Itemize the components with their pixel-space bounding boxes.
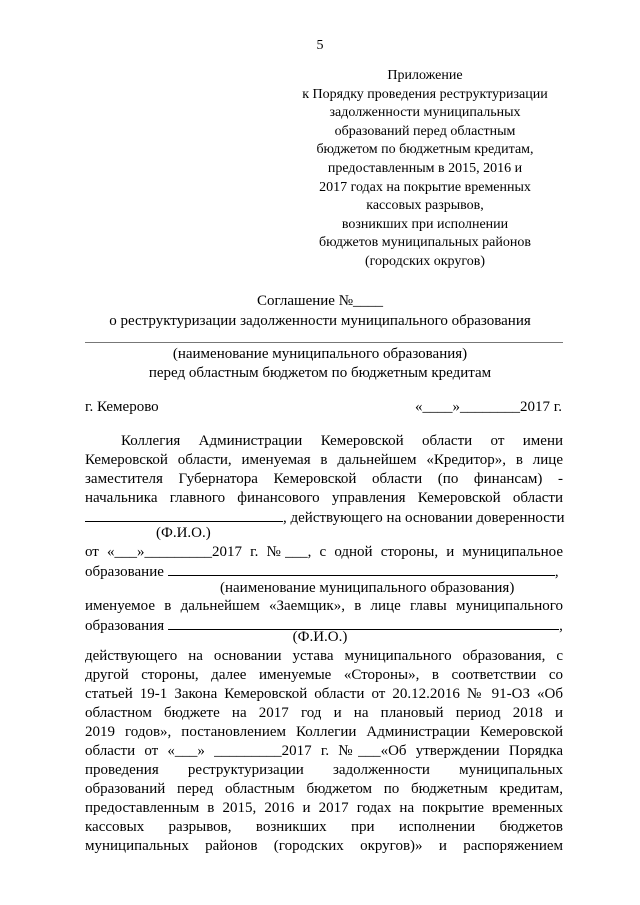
agreement-subtitle: о реструктуризации задолженности муниципального образования — [109, 313, 531, 329]
appendix-line: 2017 годах на покрытие временных — [319, 179, 531, 195]
body-line-head: образования — [85, 618, 165, 634]
appendix-line: (городских округов) — [364, 253, 486, 269]
body-line: начальника главного финансового управления Кемеровской области — [85, 490, 563, 506]
body-line: предоставленным в 2015, 2016 и 2017 годах на покрытие временных — [85, 800, 563, 816]
blank-mo-name — [168, 561, 555, 576]
appendix-line: Приложение — [387, 68, 463, 83]
appendix-line: к Порядку проведения реструктуризации — [302, 86, 548, 102]
appendix-line: бюджетом по бюджетным кредитам, — [316, 142, 534, 158]
body-line: действующего на основании устава муниципального образования, с — [85, 648, 563, 664]
body-line: муниципальных районов (городских округов)» и распоряжением — [85, 838, 563, 854]
body-line: 2019 годов», постановлением Коллегии Администрации Кемеровской — [85, 724, 563, 740]
body-line-tail: , действующего на основании доверенности — [283, 510, 565, 526]
appendix-line: кассовых разрывов, — [366, 198, 484, 214]
appendix-block — [270, 67, 580, 272]
body-line: областном бюджете на 2017 год и на плановый период 2018 и — [85, 705, 563, 721]
body-line: проведения реструктуризации задолженности муниципальных — [85, 762, 563, 778]
fio-caption-2: (Ф.И.О.) — [292, 629, 348, 645]
body-line: области от «___» _________2017 г. №___«Об утверждении Порядка — [85, 743, 563, 759]
agreement-title: Соглашение №____ — [256, 293, 384, 309]
mo-name-caption-2: (наименование муниципального образования) — [220, 580, 515, 596]
fio-caption-1: (Ф.И.О.) — [156, 525, 211, 541]
body-line-tail: , — [554, 564, 559, 580]
body-line: другой стороны, далее именуемые «Стороны», в соответствии со — [85, 667, 563, 683]
body-line: заместителя Губернатора Кемеровской области (по финансам) - — [85, 471, 563, 487]
appendix-line: бюджетов муниципальных районов — [319, 235, 531, 251]
appendix-line: предоставленным в 2015, 2016 и — [327, 160, 523, 176]
appendix-line: задолженности муниципальных — [329, 105, 521, 121]
body-line: статьей 19-1 Закона Кемеровской области от 20.12.2016 № 91-ОЗ «Об — [85, 686, 563, 702]
appendix-line: образований перед областным — [334, 123, 516, 139]
body-line-head: образование — [85, 564, 164, 580]
blank-fio-1 — [85, 507, 283, 522]
mo-name-caption: (наименование муниципального образования) — [172, 346, 468, 362]
agreement-date: «____»________2017 г. — [415, 399, 562, 415]
agreement-subtitle-2: перед областным бюджетом по бюджетным кредитам — [148, 365, 492, 381]
body-line: Коллегия Администрации Кемеровской области от имени — [121, 433, 563, 449]
body-line: Кемеровской области, именуемая в дальнейшем «Кредитор», в лице — [85, 452, 563, 468]
body-line: образований перед областным бюджетом по бюджетным кредитам, — [85, 781, 563, 797]
appendix-line: возникших при исполнении — [341, 216, 509, 232]
body-line: от «___»_________2017 г. №___, с одной стороны, и муниципальное — [85, 544, 563, 560]
body-line: именуемое в дальнейшем «Заемщик», в лице главы муниципального — [85, 598, 563, 614]
page-number: 5 — [316, 38, 324, 53]
city: г. Кемерово — [85, 399, 159, 415]
body-line-tail: , — [559, 618, 563, 634]
blank-line-mo-name — [85, 342, 563, 343]
body-line: кассовых разрывов, возникших при исполнении бюджетов — [85, 819, 563, 835]
